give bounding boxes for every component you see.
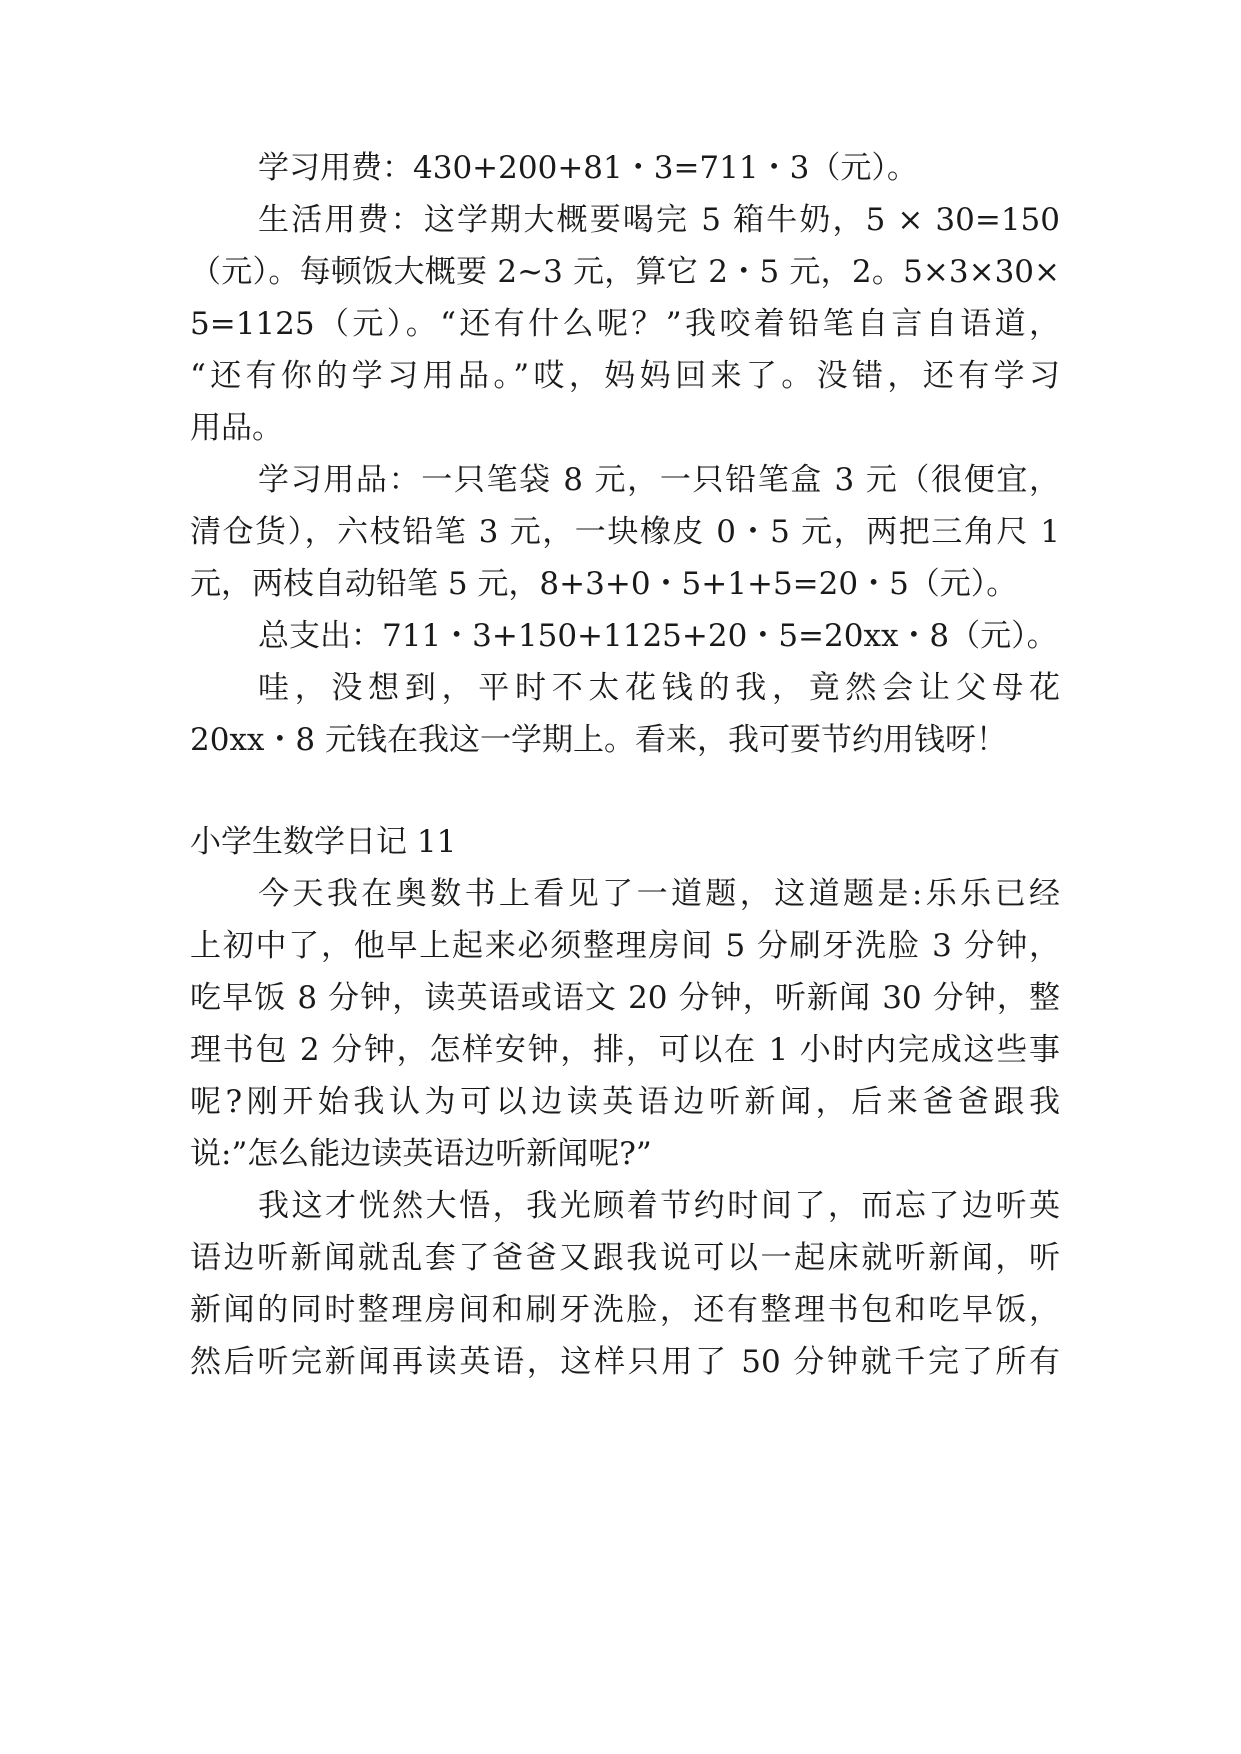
text-line: 今天我在奥数书上看见了一道题，这道题是:乐乐已经	[258, 876, 1060, 912]
text-line: 用品。	[190, 410, 283, 446]
text-line: 理书包 2 分钟，怎样安钟，排，可以在 1 小时内完成这些事	[190, 1032, 1060, 1068]
text-line: 呢?刚开始我认为可以边读英语边听新闻，后来爸爸跟我	[190, 1084, 1060, 1120]
text-line: 语边听新闻就乱套了爸爸又跟我说可以一起床就听新闻，听	[190, 1240, 1060, 1276]
text-line: 20xx・8 元钱在我这一学期上。看来，我可要节约用钱呀！	[190, 722, 1007, 758]
text-line: 吃早饭 8 分钟，读英语或语文 20 分钟，听新闻 30 分钟，整	[190, 980, 1060, 1016]
text-line: 然后听完新闻再读英语，这样只用了 50 分钟就千完了所有	[190, 1344, 1060, 1380]
text-line: 学习用费：430+200+81・3=711・3（元）。	[258, 150, 918, 186]
text-line: 哇，没想到，平时不太花钱的我，竟然会让父母花	[258, 670, 1060, 706]
section-heading: 小学生数学日记 11	[190, 824, 457, 860]
text-line: 我这才恍然大悟，我光顾着节约时间了，而忘了边听英	[258, 1188, 1060, 1224]
text-line: 总支出：711・3+150+1125+20・5=20xx・8（元）。	[258, 618, 1058, 654]
text-line: 元，两枝自动铅笔 5 元，8+3+0・5+1+5=20・5（元）。	[190, 566, 1018, 602]
text-line: 新闻的同时整理房间和刷牙洗脸，还有整理书包和吃早饭，	[190, 1292, 1060, 1328]
text-line: 上初中了，他早上起来必须整理房间 5 分刷牙洗脸 3 分钟，	[190, 928, 1060, 964]
text-line: “还有你的学习用品。”哎，妈妈回来了。没错，还有学习	[190, 358, 1060, 394]
text-line: 学习用品：一只笔袋 8 元，一只铅笔盒 3 元（很便宜，	[258, 462, 1060, 498]
text-line: 清仓货），六枝铅笔 3 元，一块橡皮 0・5 元，两把三角尺 1	[190, 514, 1060, 550]
text-line: 5=1125（元）。“还有什么呢？”我咬着铅笔自言自语道，	[190, 306, 1060, 342]
text-line: 说:”怎么能边读英语边听新闻呢?”	[190, 1136, 652, 1172]
text-line: （元）。每顿饭大概要 2~3 元，算它 2・5 元，2。5×3×30×	[190, 254, 1060, 290]
text-line: 生活用费：这学期大概要喝完 5 箱牛奶，5 × 30=150	[258, 202, 1060, 238]
